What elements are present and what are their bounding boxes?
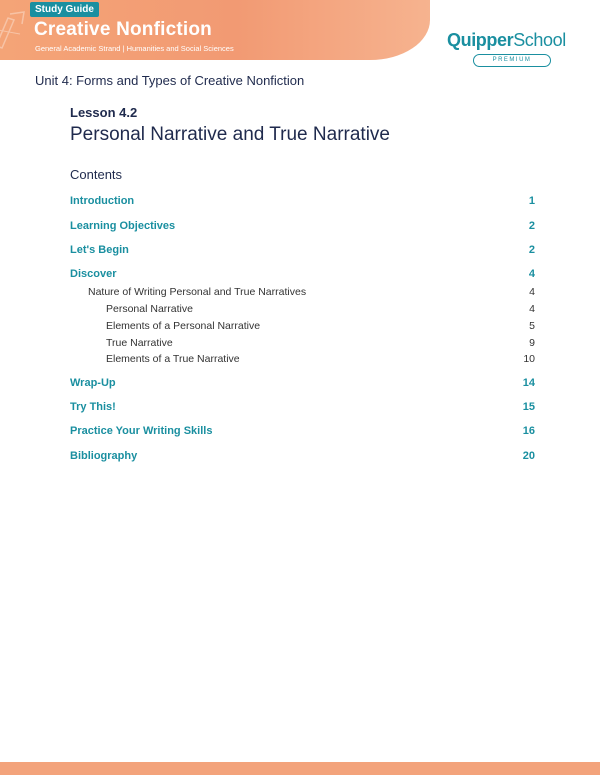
- toc-entry-page: 15: [522, 401, 535, 413]
- toc-entry-label: Bibliography: [70, 450, 138, 462]
- toc-entry[interactable]: [70, 268, 535, 280]
- toc-entry-page: 1: [528, 195, 535, 207]
- toc-entry[interactable]: [70, 195, 535, 207]
- toc-entry[interactable]: [106, 303, 535, 315]
- toc-entry-page: 4: [528, 268, 535, 280]
- toc-entry[interactable]: [70, 244, 535, 256]
- toc-entry-page: 20: [522, 450, 535, 462]
- toc-entry[interactable]: [70, 377, 535, 389]
- toc-entry[interactable]: [106, 337, 535, 349]
- toc-entry-page: 10: [523, 353, 535, 365]
- toc-entry-page: 2: [528, 220, 535, 232]
- logo-text-light: School: [513, 30, 566, 50]
- toc-entry-label: Discover: [70, 268, 117, 280]
- toc-entry-page: 4: [529, 286, 535, 298]
- toc-entry[interactable]: [70, 425, 535, 437]
- toc-entry-label: Personal Narrative: [106, 303, 193, 315]
- course-subtitle: General Academic Strand | Humanities and Social Sciences: [35, 44, 234, 53]
- toc-entry-label: Nature of Writing Personal and True Narratives: [88, 286, 307, 298]
- toc-entry[interactable]: [88, 286, 535, 298]
- toc-entry-label: Elements of a True Narrative: [106, 353, 240, 365]
- toc-entry-label: Elements of a Personal Narrative: [106, 320, 261, 332]
- study-guide-tag: Study Guide: [30, 2, 99, 17]
- toc-entry[interactable]: [70, 450, 535, 462]
- toc-entry[interactable]: [70, 401, 535, 413]
- lesson-label: Lesson 4.2: [70, 105, 138, 120]
- logo-text-strong: Quipper: [447, 30, 514, 50]
- toc-entry-page: 2: [528, 244, 535, 256]
- premium-badge: PREMIUM: [473, 54, 551, 67]
- toc-entry-label: Practice Your Writing Skills: [70, 425, 213, 437]
- toc-entry-label: Introduction: [70, 195, 135, 207]
- toc-entry-label: Learning Objectives: [70, 220, 176, 232]
- toc-entry-page: 14: [522, 377, 535, 389]
- toc-entry-label: Let's Begin: [70, 244, 129, 256]
- footer-bar: [0, 762, 600, 775]
- toc-entry-page: 16: [522, 425, 535, 437]
- unit-title: Unit 4: Forms and Types of Creative Nonfiction: [35, 73, 305, 88]
- course-title: Creative Nonfiction: [34, 19, 212, 40]
- toc-entry[interactable]: [106, 353, 535, 365]
- lesson-title: Personal Narrative and True Narrative: [70, 124, 390, 145]
- toc-entry[interactable]: [70, 220, 535, 232]
- toc-entry-label: Try This!: [70, 401, 116, 413]
- toc-entry-label: Wrap-Up: [70, 377, 116, 389]
- contents-heading: Contents: [70, 167, 123, 182]
- toc-entry-page: 9: [529, 337, 535, 349]
- toc-entry-page: 5: [529, 320, 535, 332]
- toc-entry-page: 4: [529, 303, 535, 315]
- toc-entry-label: True Narrative: [106, 337, 173, 349]
- toc-entry[interactable]: [106, 320, 535, 332]
